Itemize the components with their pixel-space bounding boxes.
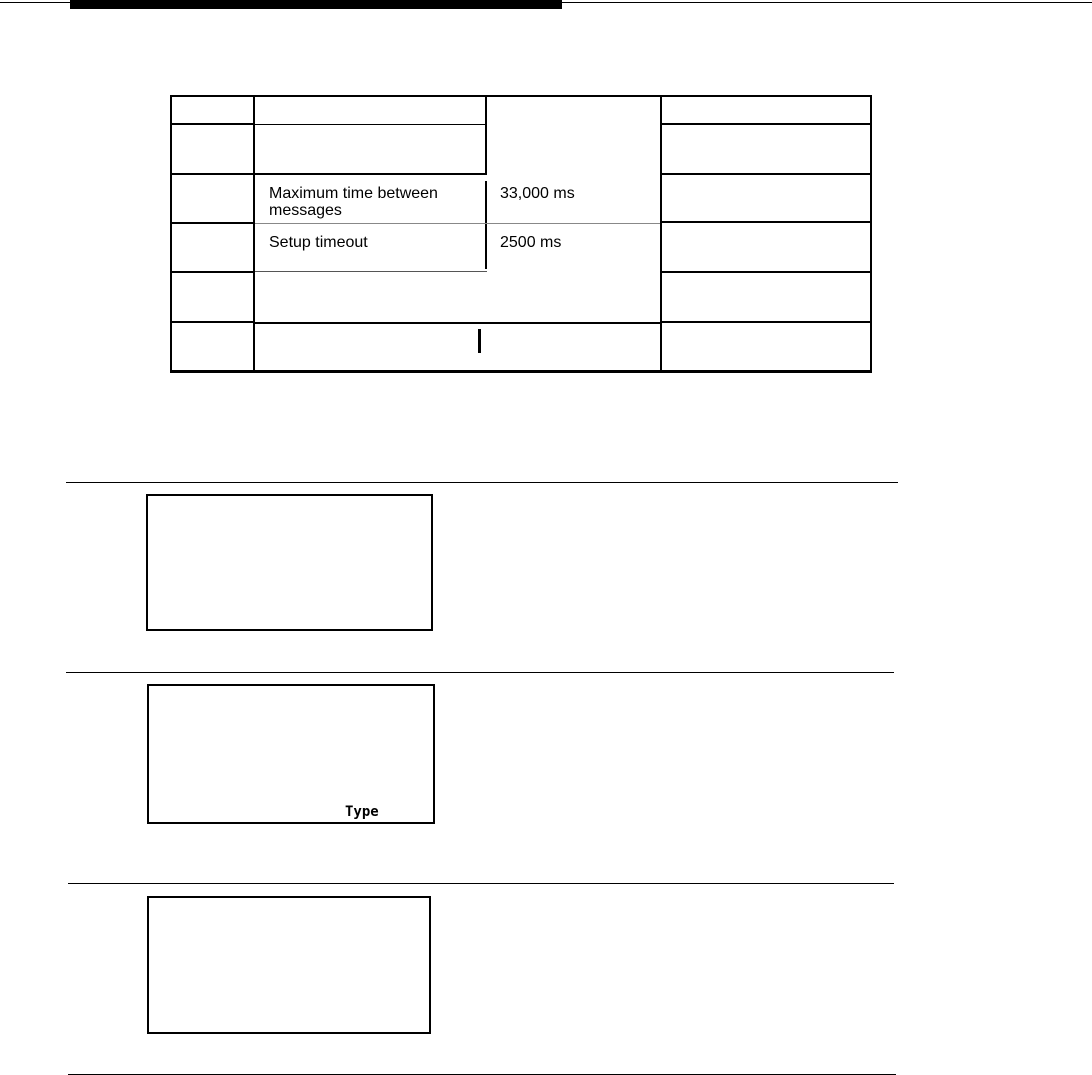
- table-row-sep-4a: [170, 271, 255, 273]
- table-row-sep-1c: [660, 123, 872, 125]
- max-time-label-line1: Maximum time between: [269, 185, 438, 202]
- screen-display-1: [146, 494, 433, 631]
- table-row-sep-3c: [660, 221, 872, 223]
- table-col-sep-1: [253, 95, 255, 373]
- header-thick-bar: [70, 0, 562, 9]
- table-col-sep-2b: [485, 181, 487, 269]
- table-row-sep-3a: [170, 222, 255, 224]
- parameter-table: [170, 95, 872, 373]
- setup-timeout-value: 2500 ms: [500, 234, 562, 251]
- table-row-sep-4b: [255, 271, 487, 272]
- section-rule-2: [66, 672, 894, 673]
- screen-display-2-text: Type: [345, 804, 379, 820]
- table-row-sep-3b: [255, 223, 660, 224]
- screen-display-3: [147, 896, 431, 1034]
- table-col-sep-2c: [478, 329, 481, 353]
- max-time-label-line2: messages: [269, 202, 342, 219]
- max-time-between-messages-value: 33,000 ms: [500, 185, 575, 202]
- table-col-sep-2a: [485, 95, 487, 173]
- section-rule-1: [66, 482, 898, 483]
- table-row-sep-5b: [255, 322, 660, 324]
- table-col-sep-3: [660, 95, 662, 373]
- table-row-sep-2a: [170, 173, 487, 175]
- setup-timeout-label: Setup timeout: [269, 234, 368, 251]
- table-row-sep-1a: [170, 123, 254, 125]
- max-time-between-messages-label: [269, 185, 438, 219]
- table-row-sep-2b: [487, 173, 660, 174]
- table-row-sep-4c: [660, 271, 872, 273]
- table-row-sep-5a: [170, 321, 254, 323]
- screen-display-2: [147, 684, 435, 824]
- table-row-sep-5c: [660, 321, 872, 323]
- table-row-sep-1b: [255, 124, 487, 125]
- section-rule-3: [68, 883, 894, 884]
- table-row-sep-2c: [660, 173, 872, 175]
